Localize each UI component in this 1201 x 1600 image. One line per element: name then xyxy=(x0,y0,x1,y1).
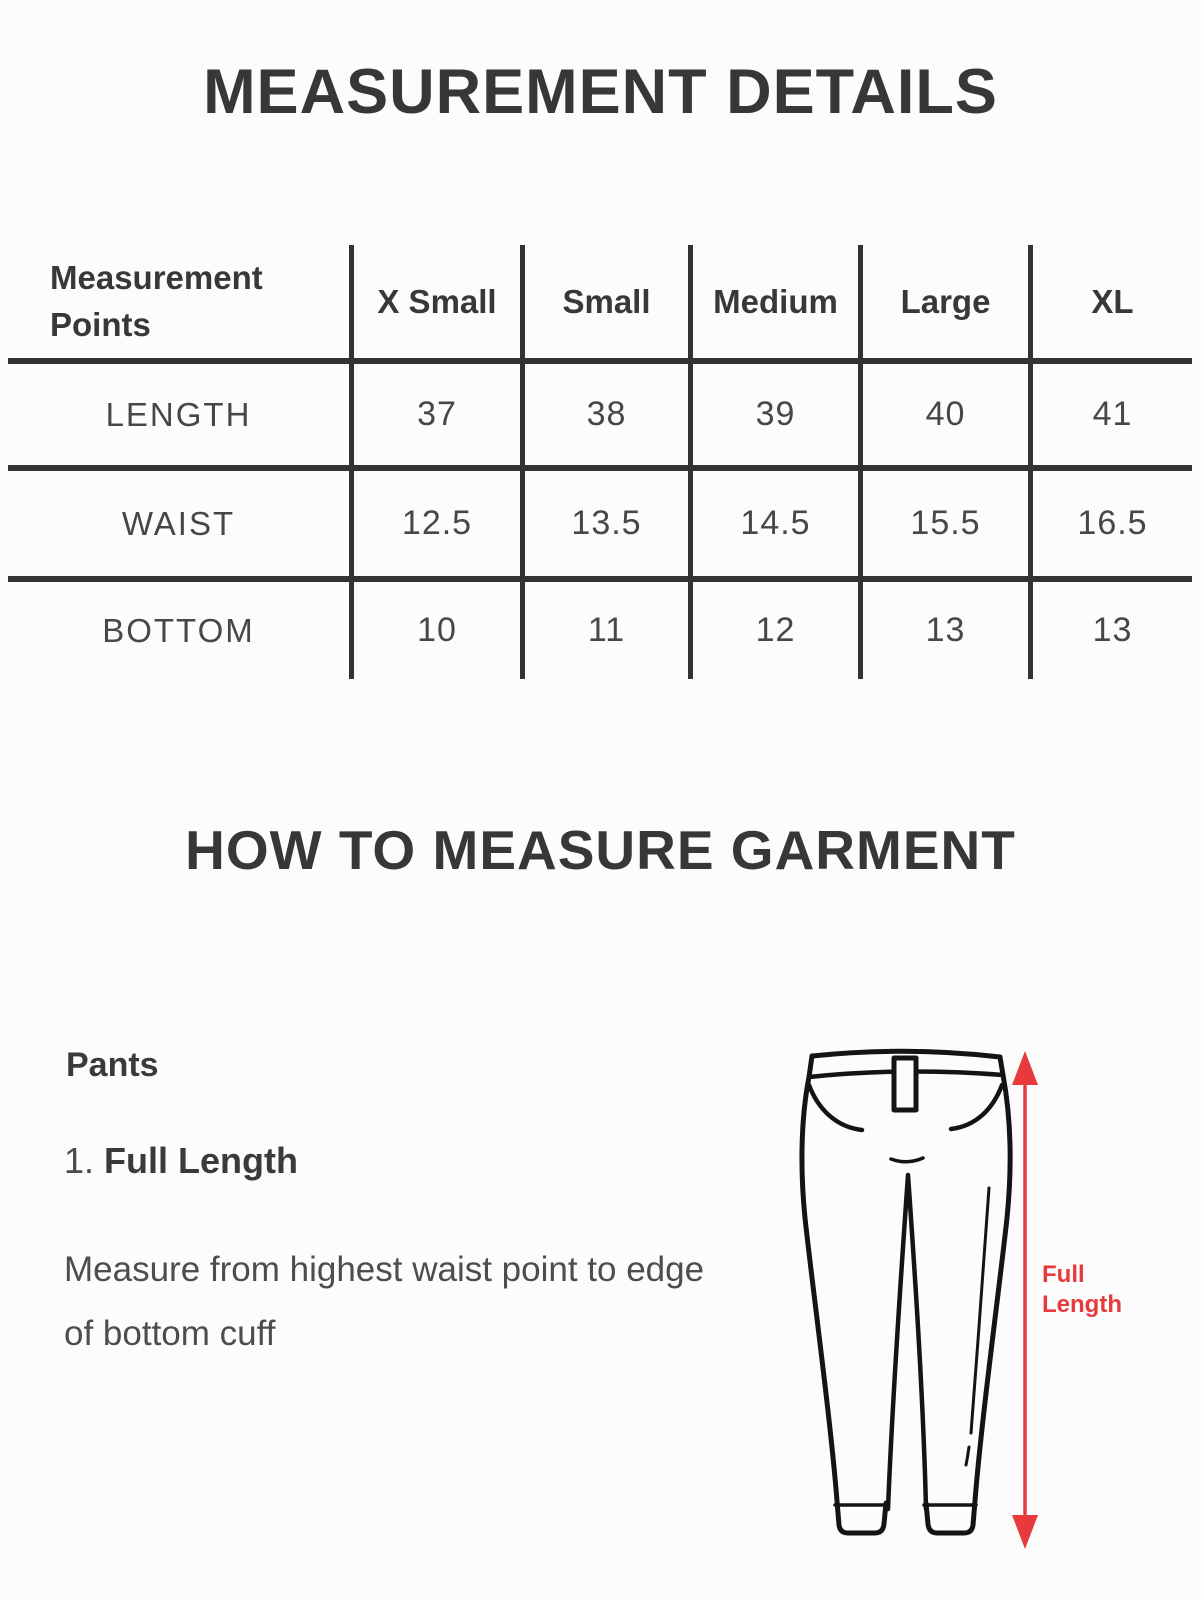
length-xl: 41 xyxy=(1033,358,1192,465)
arrow-head-up xyxy=(1012,1051,1038,1085)
length-small: 38 xyxy=(525,358,693,465)
size-table-header-x-small: X Small xyxy=(354,245,525,358)
left-leg-outline xyxy=(802,1056,886,1533)
waist-x-small: 12.5 xyxy=(354,465,525,576)
crotch-line xyxy=(891,1158,923,1162)
bottom-medium: 12 xyxy=(693,576,863,679)
step-name: Full Length xyxy=(104,1140,298,1181)
bottom-x-small: 10 xyxy=(354,576,525,679)
inseam xyxy=(888,1175,926,1509)
bottom-large: 13 xyxy=(863,576,1033,679)
arrow-head-down xyxy=(1012,1515,1038,1549)
right-seam-dash xyxy=(966,1447,969,1465)
row-length-label: LENGTH xyxy=(8,358,354,465)
length-medium: 39 xyxy=(693,358,863,465)
pants-outline xyxy=(802,1051,1010,1533)
waist-large: 15.5 xyxy=(863,465,1033,576)
step-title-row xyxy=(64,1140,298,1182)
full-length-label: Full Length xyxy=(1042,1261,1122,1318)
size-table-header-xl: XL xyxy=(1091,282,1134,320)
waist-small: 13.5 xyxy=(525,465,693,576)
size-table-header-large: Large xyxy=(863,245,1033,358)
waist-xl: 16.5 xyxy=(1033,465,1192,576)
size-table-header-small: Small xyxy=(525,245,693,358)
belt-loop xyxy=(894,1058,916,1110)
step-description: Measure from highest waist point to edge of bottom cuff xyxy=(64,1250,705,1353)
how-to-measure-title: HOW TO MEASURE GARMENT xyxy=(185,819,1016,881)
full-length-arrow xyxy=(1012,1051,1038,1549)
row-bottom-label: BOTTOM xyxy=(8,576,354,679)
left-pocket xyxy=(809,1085,862,1130)
step-number: 1. xyxy=(64,1140,95,1181)
size-table-header-medium: Medium xyxy=(693,245,863,358)
length-large: 40 xyxy=(863,358,1033,465)
right-pocket xyxy=(951,1085,1002,1129)
garment-label: Pants xyxy=(66,1046,159,1084)
waist-medium: 14.5 xyxy=(693,465,863,576)
size-table xyxy=(8,245,1192,679)
row-waist-label: WAIST xyxy=(8,465,354,576)
length-x-small: 37 xyxy=(354,358,525,465)
bottom-small: 11 xyxy=(525,576,693,679)
page-title: MEASUREMENT DETAILS xyxy=(203,57,998,127)
bottom-xl: 13 xyxy=(1033,576,1192,679)
size-table-header-measurement-points: Measurement Points xyxy=(8,245,354,358)
